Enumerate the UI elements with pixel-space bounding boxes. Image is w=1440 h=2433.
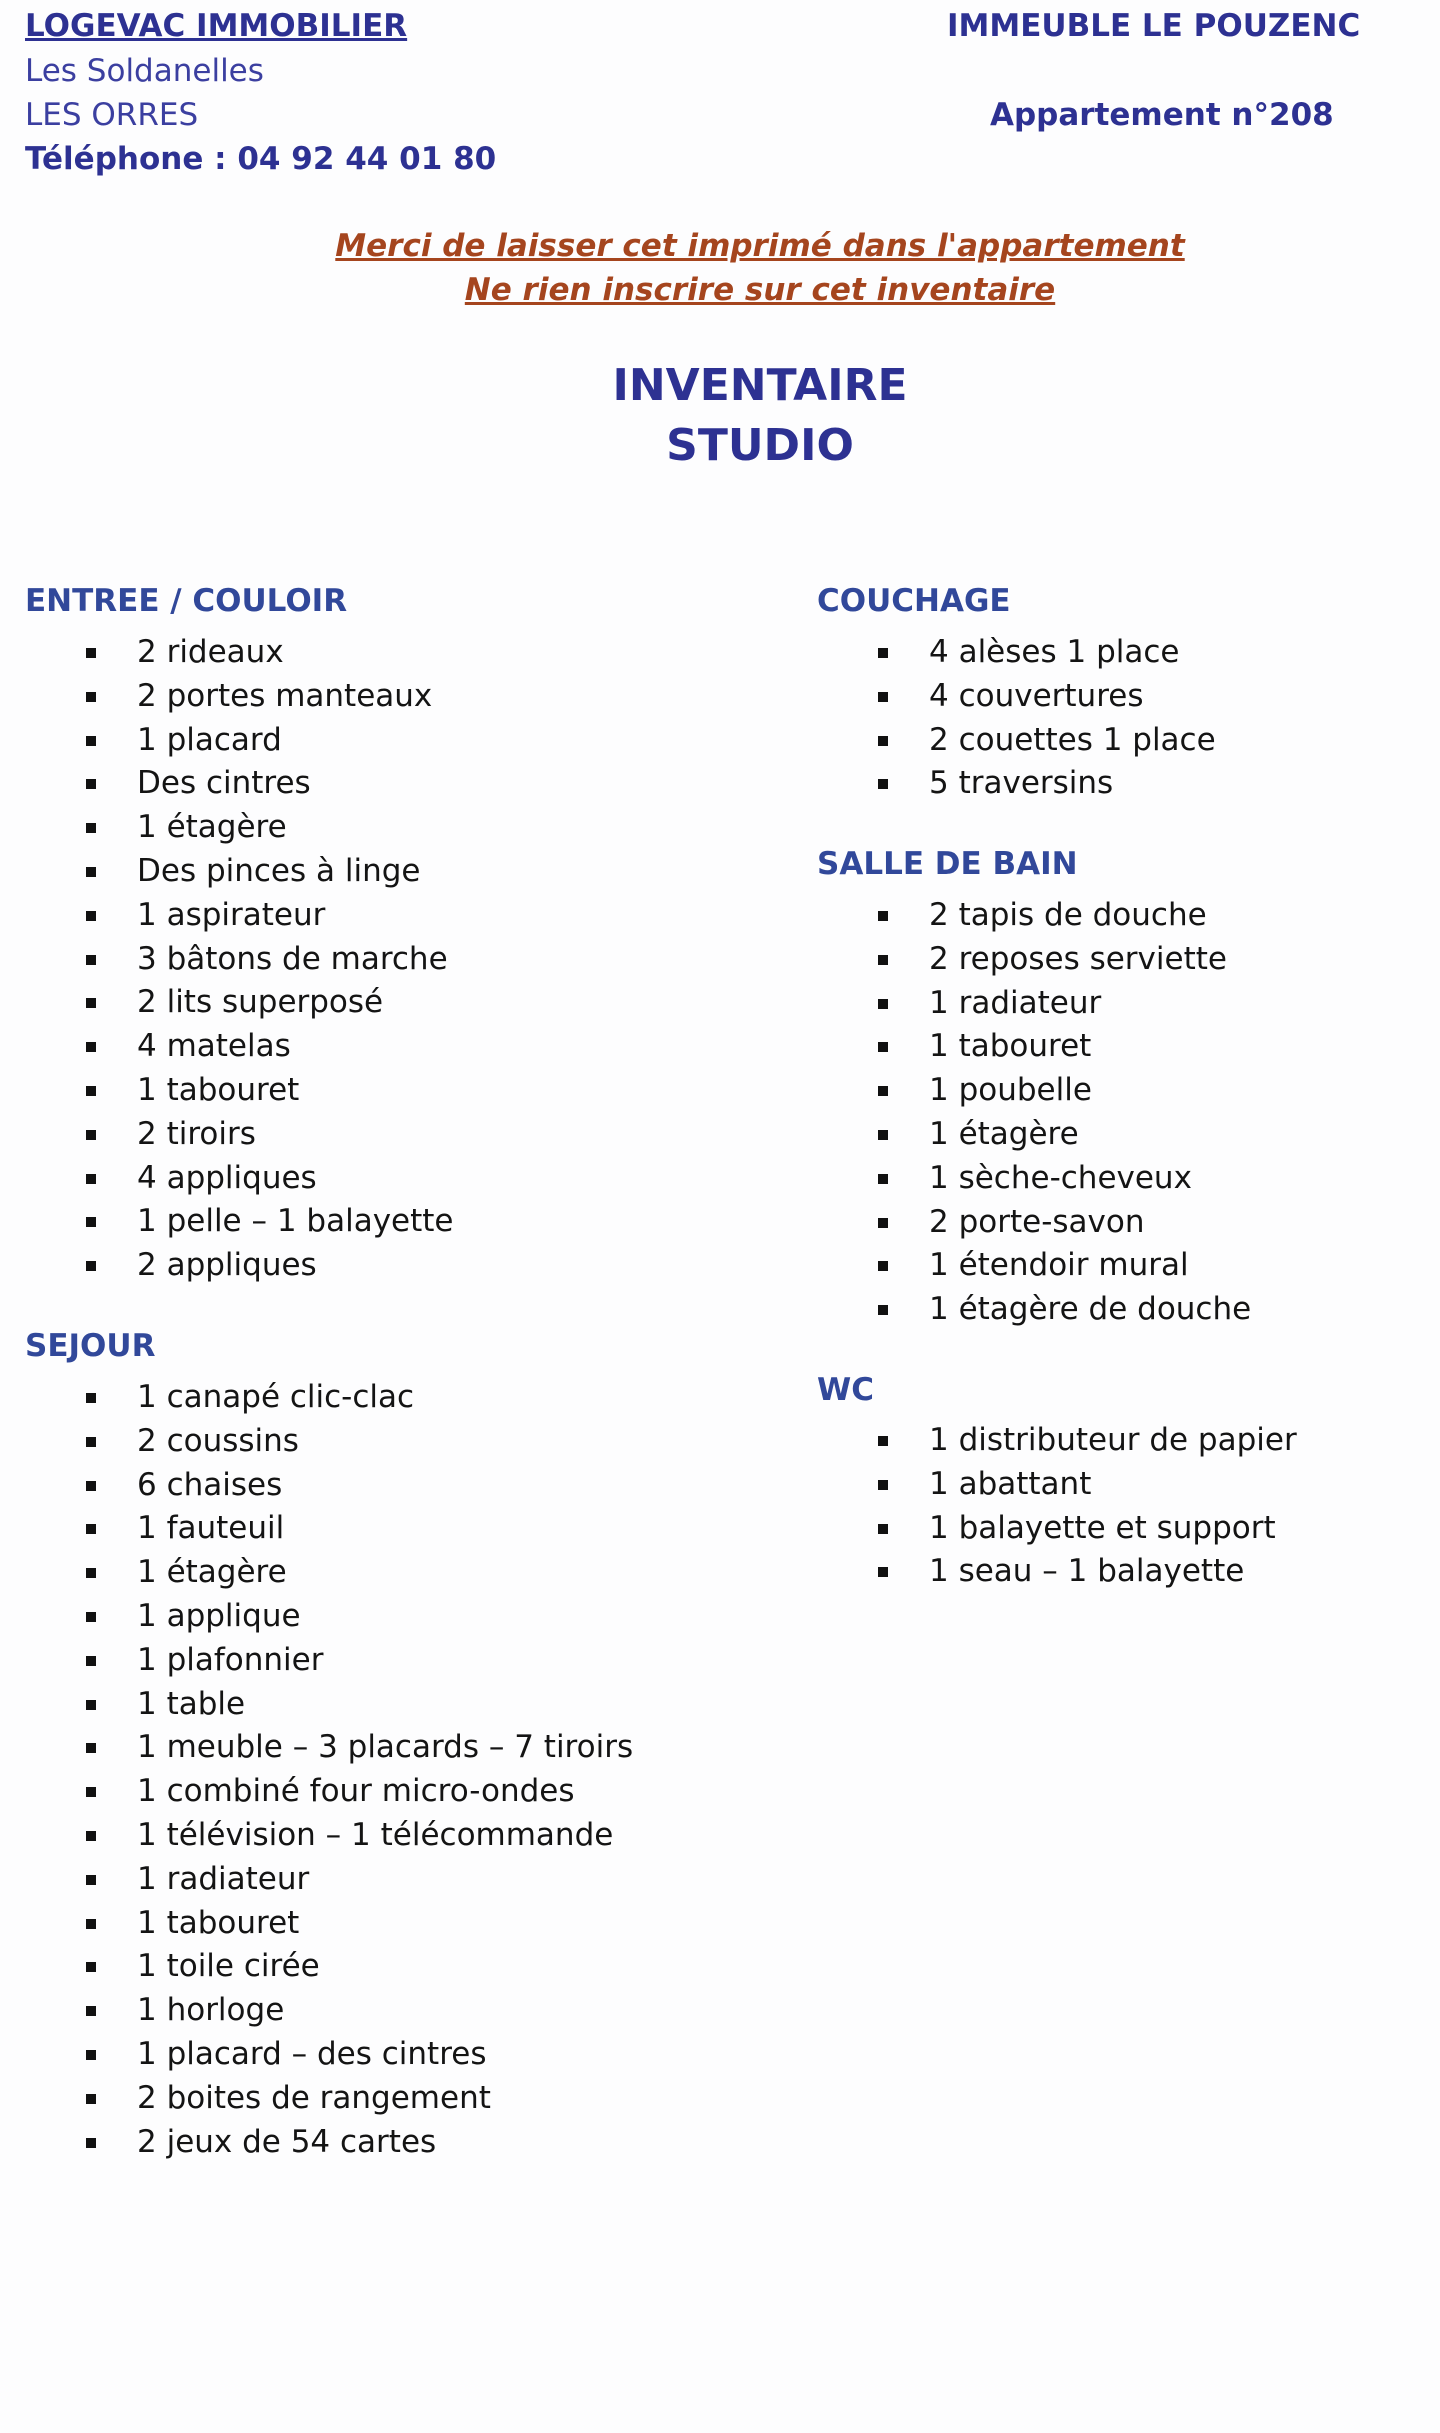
item-list-entree bbox=[25, 631, 454, 1288]
list-item: 1 tabouret bbox=[25, 1902, 633, 1946]
list-item: 4 matelas bbox=[25, 1025, 454, 1069]
list-item: 1 étendoir mural bbox=[817, 1244, 1251, 1288]
list-item: 6 chaises bbox=[25, 1464, 633, 1508]
list-item: Des cintres bbox=[25, 762, 454, 806]
list-item: 1 pelle – 1 balayette bbox=[25, 1200, 454, 1244]
list-item: 1 radiateur bbox=[817, 982, 1251, 1026]
item-list-sejour bbox=[25, 1376, 633, 2164]
list-item: 2 boites de rangement bbox=[25, 2077, 633, 2121]
document-title: INVENTAIRE bbox=[612, 360, 908, 411]
list-item: 1 meuble – 3 placards – 7 tiroirs bbox=[25, 1726, 633, 1770]
section-title-wc: WC bbox=[817, 1372, 874, 1408]
list-item: 5 traversins bbox=[817, 762, 1216, 806]
address-line-2: LES ORRES bbox=[25, 97, 199, 133]
item-list-salle-de-bain bbox=[817, 894, 1251, 1332]
item-list-couchage bbox=[817, 631, 1216, 806]
list-item: 1 tabouret bbox=[817, 1025, 1251, 1069]
list-item: 1 étagère de douche bbox=[817, 1288, 1251, 1332]
list-item: 2 reposes serviette bbox=[817, 938, 1251, 982]
list-item: 2 couettes 1 place bbox=[817, 719, 1216, 763]
section-title-entree: ENTREE / COULOIR bbox=[25, 583, 348, 619]
list-item: 1 poubelle bbox=[817, 1069, 1251, 1113]
list-item: 1 étagère bbox=[817, 1113, 1251, 1157]
section-title-salle-de-bain: SALLE DE BAIN bbox=[817, 846, 1078, 882]
document-subtitle: STUDIO bbox=[666, 420, 854, 471]
address-line-1: Les Soldanelles bbox=[25, 53, 264, 89]
list-item: 1 table bbox=[25, 1683, 633, 1727]
list-item: 4 couvertures bbox=[817, 675, 1216, 719]
list-item: 1 aspirateur bbox=[25, 894, 454, 938]
list-item: 2 tapis de douche bbox=[817, 894, 1251, 938]
list-item: Des pinces à linge bbox=[25, 850, 454, 894]
list-item: 1 radiateur bbox=[25, 1858, 633, 1902]
list-item: 1 distributeur de papier bbox=[817, 1419, 1297, 1463]
list-item: 2 tiroirs bbox=[25, 1113, 454, 1157]
list-item: 2 coussins bbox=[25, 1420, 633, 1464]
building-name: IMMEUBLE LE POUZENC bbox=[947, 8, 1361, 44]
section-title-sejour: SEJOUR bbox=[25, 1328, 156, 1364]
list-item: 2 lits superposé bbox=[25, 981, 454, 1025]
list-item: 1 plafonnier bbox=[25, 1639, 633, 1683]
list-item: 1 placard – des cintres bbox=[25, 2033, 633, 2077]
list-item: 1 sèche-cheveux bbox=[817, 1157, 1251, 1201]
apartment-number: Appartement n°208 bbox=[990, 97, 1334, 133]
list-item: 1 étagère bbox=[25, 806, 454, 850]
list-item: 2 rideaux bbox=[25, 631, 454, 675]
list-item: 1 placard bbox=[25, 719, 454, 763]
list-item: 2 jeux de 54 cartes bbox=[25, 2121, 633, 2165]
list-item: 1 fauteuil bbox=[25, 1507, 633, 1551]
list-item: 1 toile cirée bbox=[25, 1945, 633, 1989]
list-item: 1 horloge bbox=[25, 1989, 633, 2033]
list-item: 1 balayette et support bbox=[817, 1507, 1297, 1551]
item-list-wc bbox=[817, 1419, 1297, 1594]
section-title-couchage: COUCHAGE bbox=[817, 583, 1011, 619]
list-item: 1 étagère bbox=[25, 1551, 633, 1595]
company-name: LOGEVAC IMMOBILIER bbox=[25, 8, 408, 44]
notice-line-1: Merci de laisser cet imprimé dans l'appartement bbox=[335, 228, 1185, 264]
list-item: 1 canapé clic-clac bbox=[25, 1376, 633, 1420]
list-item: 2 appliques bbox=[25, 1244, 454, 1288]
list-item: 1 combiné four micro-ondes bbox=[25, 1770, 633, 1814]
list-item: 4 appliques bbox=[25, 1157, 454, 1201]
list-item: 1 seau – 1 balayette bbox=[817, 1550, 1297, 1594]
list-item: 1 abattant bbox=[817, 1463, 1297, 1507]
list-item: 3 bâtons de marche bbox=[25, 938, 454, 982]
list-item: 4 alèses 1 place bbox=[817, 631, 1216, 675]
phone-number: Téléphone : 04 92 44 01 80 bbox=[25, 141, 497, 177]
list-item: 2 portes manteaux bbox=[25, 675, 454, 719]
list-item: 1 tabouret bbox=[25, 1069, 454, 1113]
list-item: 1 télévision – 1 télécommande bbox=[25, 1814, 633, 1858]
list-item: 2 porte-savon bbox=[817, 1201, 1251, 1245]
list-item: 1 applique bbox=[25, 1595, 633, 1639]
notice-line-2: Ne rien inscrire sur cet inventaire bbox=[464, 272, 1056, 308]
